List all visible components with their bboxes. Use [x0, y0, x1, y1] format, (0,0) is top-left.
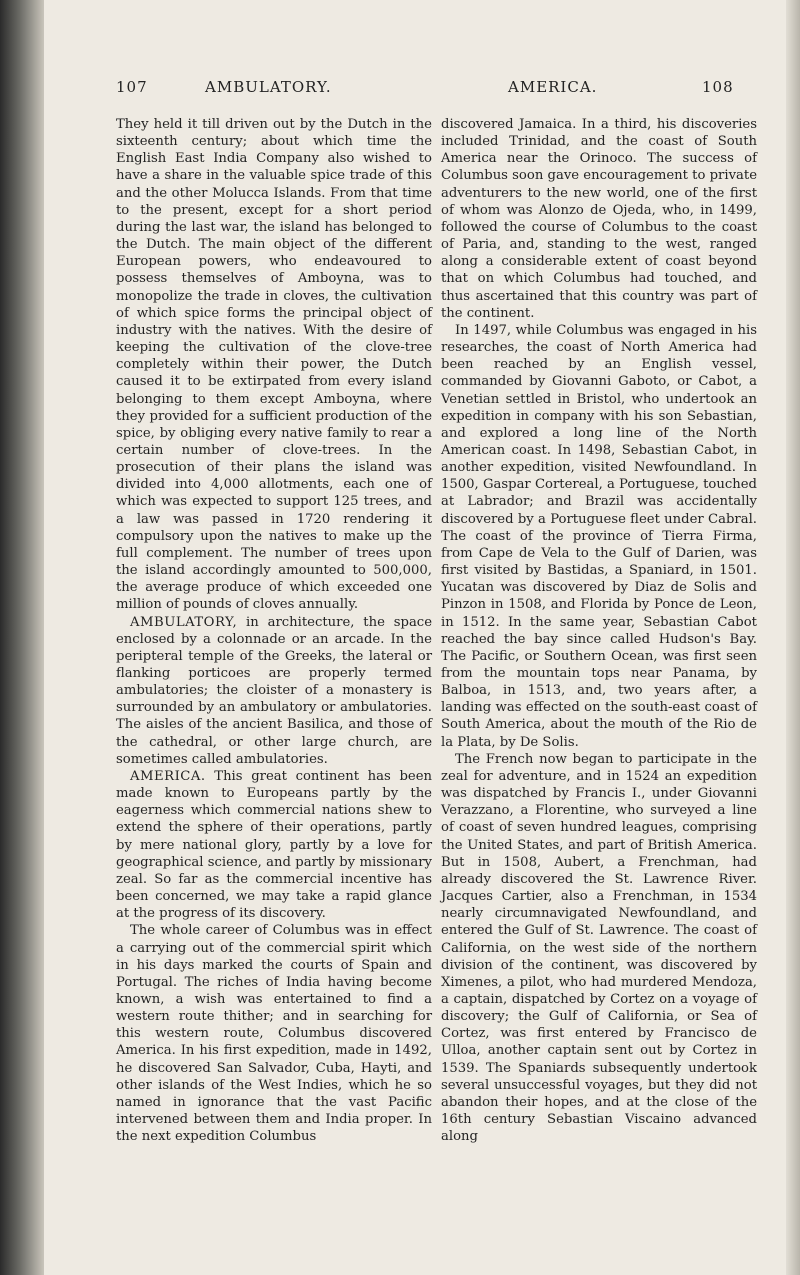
entry-headword-america: AMERICA.: [130, 768, 206, 784]
page-edge: [786, 0, 800, 1275]
left-page-number: 107: [116, 78, 148, 96]
paragraph-north-america: In 1497, while Columbus was engaged in his researches, the coast of North America had been reached by an English vessel, commanded by Giovanni Gaboto, or Cabot, a Venetian settled in Bristol, who undertook an expedition in company with his son Sebastian, and explored a long line of the North American coast. In 1498, Sebastian Cabot, in another expedition, visited Newfoundland. In 1500, Gaspar Cortereal, a Portuguese, touched at Labrador; and Brazil was accidentally discovered by a Portuguese fleet under Cabral. The coast of the province of Tierra Firma, from Cape de Vela to the Gulf of Darien, was first visited by Bastidas, a Spaniard, in 1501. Yucatan was discovered by Diaz de Solis and Pinzon in 1508, and Florida by Ponce de Leon, in 1512. In the same year, Sebastian Cabot reached the bay since called Hudson's Bay. The Pacific, or Southern Ocean, was first seen from the mountain tops near Panama, by Balboa, in 1513, and, two years after, a landing was effected on the south-east coast of South America, about the mouth of the Rio de la Plata, by De Solis.: [441, 322, 757, 750]
left-running-title: AMBULATORY.: [205, 78, 332, 96]
paragraph-discoveries: discovered Jamaica. In a third, his discoveries included Trinidad, and the coast of South America near the Orinoco. The success of Columbus soon gave encouragement to private adventurers to the new world, one of the first of whom was Alonzo de Ojeda, who, in 1499, followed the course of Columbus to the coast of Paria, and, standing to the west, ranged along a considerable extent of coast beyond that on which Columbus had touched, and thus ascertained that this country was part of the continent.: [441, 117, 757, 321]
left-column: [116, 116, 432, 1145]
paragraph-america-intro: [116, 768, 432, 922]
america-intro-text: This great continent has been made known to Europeans partly by the eagerness which commercial nations shew to extend the sphere of their operations, partly by mere national glory, partly by a love for geographical science, and partly by missionary zeal. So far as the commercial incentive has been concerned, we may take a rapid glance at the progress of its discovery.: [116, 768, 432, 922]
right-page-number: 108: [702, 78, 734, 96]
ambulatory-text: in architecture, the space enclosed by a colonnade or an arcade. In the peripteral temple of the Greeks, the lateral or flanking porticoes are properly termed ambulatories; the cloister of a monastery is surrounded by an ambulatory or ambulatories. The aisles of the ancient Basilica, and those of the cathedral, or other large church, are sometimes called ambulatories.: [116, 614, 432, 767]
paragraph-amboyna: They held it till driven out by the Dutch in the sixteenth century; about which time the English East India Company also wished to have a share in the valuable spice trade of this and the other Molucca Islands. From that time to the present, except for a short period during the last war, the island has belonged to the Dutch. The main object of the different European powers, who endeavoured to possess themselves of Amboyna, was to monopolize the trade in cloves, the cultivation of which spice forms the principal object of industry with the natives. With the desire of keeping the cultivation of the clove-tree completely within their power, the Dutch caused it to be extirpated from every island belonging to them except Amboyna, where they provided for a sufficient production of the spice, by obliging every native family to rear a certain number of clove-trees. In the prosecution of their plans the island was divided into 4,000 allotments, each one of which was expected to support 125 trees, and a law was passed in 1720 rendering it compulsory upon the natives to make up the full complement. The number of trees upon the island accordingly amounted to 500,000, the average produce of which exceeded one million of pounds of cloves annually.: [116, 117, 432, 613]
paragraph-french: The French now began to participate in the zeal for adventure, and in 1524 an expedition was dispatched by Francis I., under Giovanni Verazzano, a Florentine, who surveyed a line of coast of seven hundred leagues, comprising the United States, and part of British America. But in 1508, Aubert, a Frenchman, had already discovered the St. Lawrence River. Jacques Cartier, also a Frenchman, in 1534 nearly circumnavigated Newfoundland, and entered the Gulf of St. Lawrence. The coast of California, on the west side of the northern division of the continent, was discovered by Ximenes, a pilot, who had murdered Mendoza, a captain, dispatched by Cortez on a voyage of discovery; the Gulf of California, or Sea of Cortez, was first entered by Francisco de Ulloa, another captain sent out by Cortez in 1539. The Spaniards subsequently undertook several unsuccessful voyages, but they did not abandon their hopes, and at the close of the 16th century Sebastian Viscaino advanced along: [441, 751, 757, 1145]
running-header: [90, 78, 780, 108]
paragraph-ambulatory: [116, 614, 432, 768]
right-running-title: AMERICA.: [508, 78, 598, 96]
right-column: [441, 116, 757, 1145]
paragraph-columbus: The whole career of Columbus was in effect a carrying out of the commercial spirit which in his days marked the courts of Spain and Portugal. The riches of India having become known, a wish was entertained to find a western route thither; and in searching for this western route, Columbus discovered America. In his first expedition, made in 1492, he discovered San Salvador, Cuba, Hayti, and other islands of the West Indies, which he so named in ignorance that the vast Pacific intervened between them and India proper. In the next expedition Columbus: [116, 923, 432, 1145]
book-binding-shadow: [0, 0, 44, 1275]
entry-headword-ambulatory: AMBULATORY,: [130, 614, 238, 630]
